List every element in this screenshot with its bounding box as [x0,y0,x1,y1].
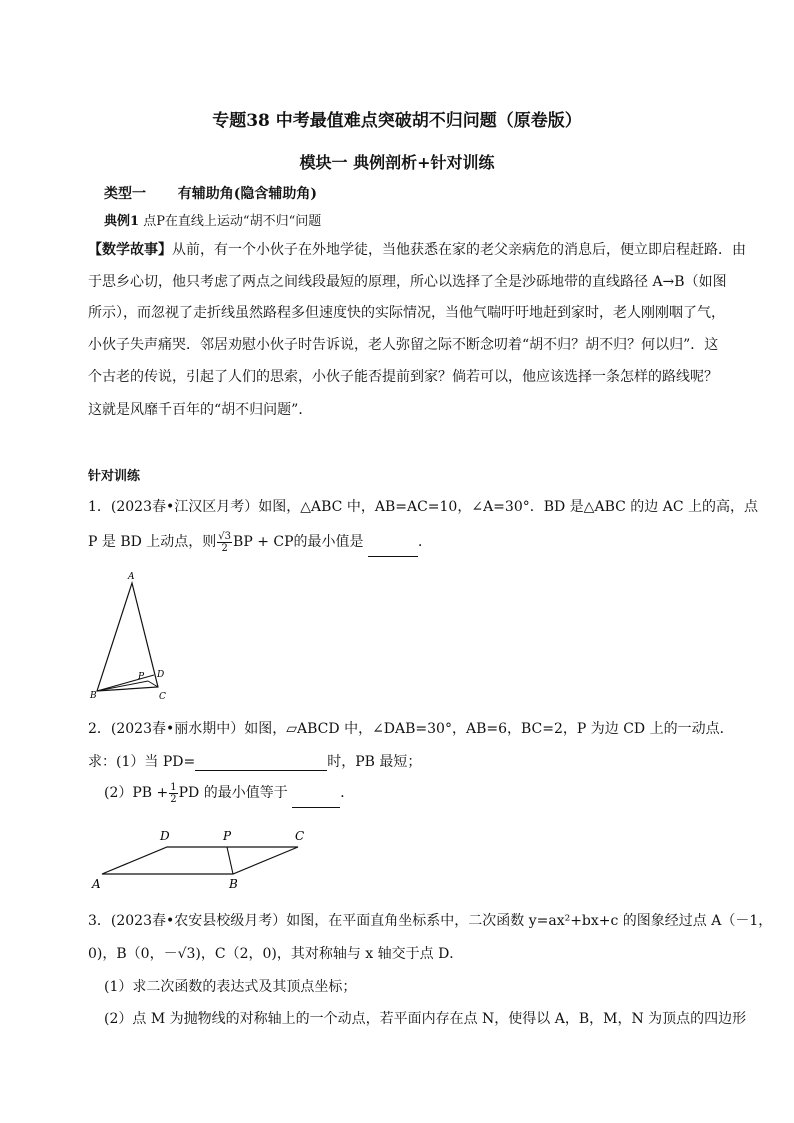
answer-blank-3[interactable] [292,793,340,808]
training-heading: 针对训练 [88,469,141,484]
problem-2-line-2: 求：(1）当 PD= 时，PB 最短； [88,754,422,770]
triangle-figure [82,565,182,705]
problem-2-line-3: (2）PB + $\frac{1}{2}$ PD 的最小值等于 ． [104,778,354,808]
fig2-label-a: A [92,877,101,891]
fraction-one-half: $\frac{1}{2}$ [170,781,177,805]
problem-2-line-1: 2．(2023春•丽水期中）如图，▱ABCD 中，∠DAB=30°，AB=6，BC=2，P 为边 CD 上的一动点． [88,721,734,737]
module-title: 模块一 典例剖析+针对训练 [299,153,495,172]
story-line-5: 个古老的传说，引起了人们的思索，小伙子能否提前到家？倘若可以，他应该选择一条怎样的路线呢？ [88,369,718,385]
answer-blank-2[interactable] [195,756,327,771]
story-line-3: 所示），而忽视了走折线虽然路程多但速度快的实际情况，当他气喘吁吁地赶到家时，老人刚刚咽了气， [88,305,725,321]
type-name: 有辅助角(隐含辅助角) [177,186,317,202]
example-text: 点P在直线上运动“胡不归“问题 [143,214,322,229]
fig1-label-a: A [128,572,135,582]
fig2-label-b: B [229,877,238,891]
example-label: 典例1 [104,214,140,229]
type-label: 类型一 [104,186,146,202]
problem-1-line-1: 1．(2023春•江汉区月考）如图，△ABC 中，AB=AC=10，∠A=30°．BD 是△ABC 的边 AC 上的高，点 [88,499,758,515]
problem-1-line-2: P 是 BD 上动点，则 $\frac{√3}{2}$ BP + CP的最小值是 ． [88,527,432,557]
fig1-label-d: D [157,670,165,680]
fig1-label-c: C [159,692,166,702]
fig2-label-c: C [295,829,305,843]
example-heading [104,210,321,229]
type-heading [104,183,317,203]
story-line-1: 【数学故事】从前，有一个小伙子在外地学徒，当他获悉在家的老父亲病危的消息后，便立即启程赶路．由 [88,242,746,258]
page-title: 专题38 中考最值难点突破胡不归问题（原卷版） [212,111,582,131]
story-line-2: 于思乡心切，他只考虑了两点之间线段最短的原理，所心以选择了全是沙砾地带的直线路径 A→B（如图 [88,274,727,290]
problem-3-line-3: (1）求二次函数的表达式及其顶点坐标； [104,979,357,995]
problem-3-line-2: 0)，B（0，－√3)，C（2，0)，其对称轴与 x 轴交于点 D． [88,946,464,962]
problem-3-line-4: (2）点 M 为抛物线的对称轴上的一个动点，若平面内存在点 N，使得以 A，B，M，N 为顶点的四边形 [104,1011,747,1027]
answer-blank-1[interactable] [368,542,418,557]
fig1-label-p: P [138,672,145,682]
story-line-4: 小伙子失声痛哭．邻居劝慰小伙子时告诉说，老人弥留之际不断念叨着“胡不归？胡不归？何以归”．这 [88,337,719,353]
fraction-sqrt3-over-2: $\frac{√3}{2}$ [218,530,232,554]
parallelogram-figure [88,822,328,894]
fig2-label-p: P [223,829,232,843]
fig1-label-b: B [90,691,97,701]
story-line-6: 这就是风靡千百年的“胡不归问题”． [88,402,313,418]
problem-3-line-1: 3．(2023春•农安县校级月考）如图，在平面直角坐标系中，二次函数 y=ax²+bx+c 的图象经过点 A（－1， [88,913,773,929]
fig2-label-d: D [160,829,170,843]
story-tag: 【数学故事】 [88,242,172,258]
